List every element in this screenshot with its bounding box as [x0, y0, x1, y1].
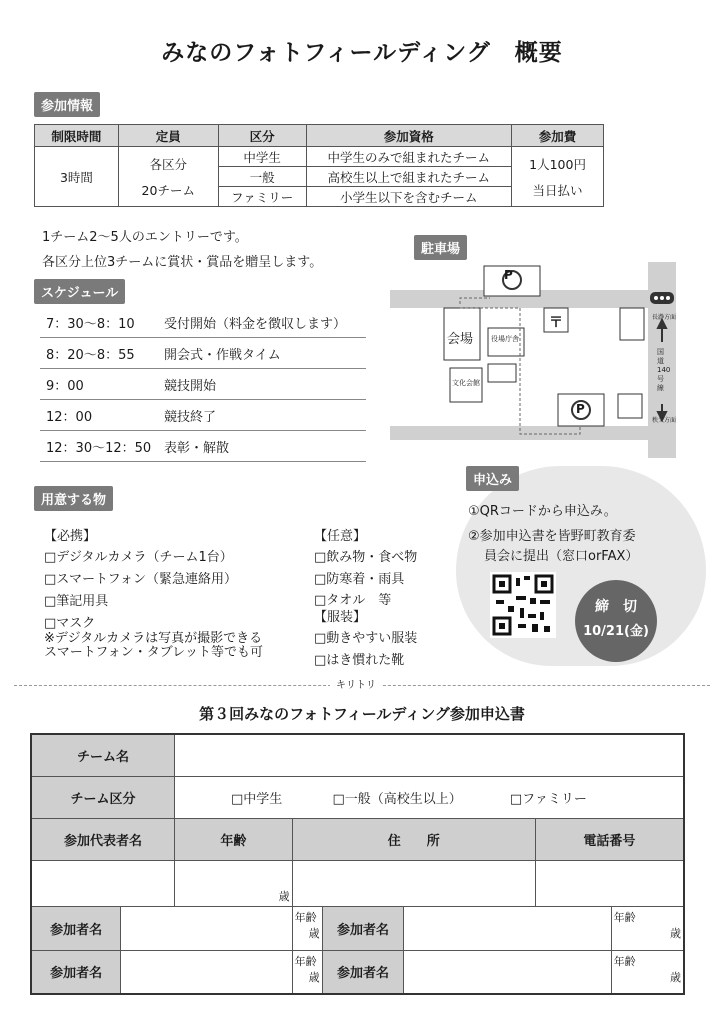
category-general-checkbox[interactable]: □一般（高校生以上）: [332, 791, 462, 807]
capacity-value: 各区分 20チーム: [118, 147, 218, 207]
schedule-row: 12：00 競技終了: [40, 401, 366, 431]
header-fee: 参加費: [512, 125, 604, 147]
direction-bottom: 秩父方面: [652, 417, 677, 424]
rep-name-field[interactable]: [31, 860, 175, 906]
section-schedule-label: スケジュール: [34, 279, 125, 304]
required-note: スマートフォン・タブレット等でも可: [44, 645, 264, 660]
participant-age-field[interactable]: 年齢 歳: [292, 950, 322, 994]
parking-map: [390, 258, 685, 458]
optional-item: □タオル 等: [314, 593, 392, 608]
category-cell: 一般: [218, 167, 306, 187]
parking-icon: P: [504, 268, 513, 282]
apply-line: 員会に提出（窓口orFAX）: [484, 549, 639, 564]
required-item: □スマートフォン（緊急連絡用）: [44, 572, 237, 587]
time-value: 3時間: [35, 147, 119, 207]
address-field[interactable]: [292, 860, 535, 906]
fee-value: 1人100円 当日払い: [512, 147, 604, 207]
note-line: 各区分上位3チームに賞状・賞品を贈呈します。: [42, 255, 323, 270]
participant-age-field[interactable]: 年齢 歳: [611, 906, 684, 950]
team-category-label: チーム区分: [31, 776, 175, 818]
clothes-item: □動きやすい服装: [314, 631, 418, 646]
optional-item: □飲み物・食べ物: [314, 550, 418, 565]
venue-label: 会場: [447, 332, 474, 347]
participant-name-field[interactable]: [121, 950, 292, 994]
section-parking-label: 駐車場: [414, 235, 467, 260]
required-item: □デジタルカメラ（チーム1台）: [44, 550, 233, 565]
participant-age-field[interactable]: 年齢 歳: [611, 950, 684, 994]
category-cell: 中学生: [218, 147, 306, 167]
optional-header: 【任意】: [314, 529, 367, 544]
participant-age-field[interactable]: 年齢 歳: [292, 906, 322, 950]
required-item: □マスク: [44, 616, 96, 631]
required-item: □筆記用具: [44, 594, 109, 609]
qualification-cell: 高校生以上で組まれたチーム: [306, 167, 512, 187]
rep-name-label: 参加代表者名: [31, 818, 175, 860]
participant-name-field[interactable]: [404, 950, 611, 994]
section-apply-label: 申込み: [466, 466, 519, 491]
header-category: 区分: [218, 125, 306, 147]
qr-code-icon[interactable]: [490, 572, 556, 638]
apply-line: ①QRコードから申込み。: [468, 504, 617, 519]
direction-top: 長瀞方面: [652, 314, 677, 321]
section-info-label: 参加情報: [34, 92, 100, 117]
page-title: みなのフォトフィールディング 概要: [161, 40, 563, 66]
schedule-row: 8：20～8：55 開会式・作戦タイム: [40, 339, 366, 369]
rep-age-label: 年齢: [175, 818, 293, 860]
note-line: 1チーム2～5人のエントリーです。: [42, 230, 248, 245]
section-items-label: 用意する物: [34, 486, 113, 511]
optional-item: □防寒着・雨具: [314, 572, 405, 587]
header-qualification: 参加資格: [306, 125, 512, 147]
parking-icon: P: [576, 402, 585, 416]
participant-name-field[interactable]: [121, 906, 292, 950]
participant-label: 参加者名: [322, 906, 404, 950]
office-label: 役場庁舎: [491, 335, 519, 343]
category-junior-checkbox[interactable]: □中学生: [231, 791, 283, 807]
qualification-cell: 小学生以下を含むチーム: [306, 187, 512, 207]
header-time: 制限時間: [35, 125, 119, 147]
category-cell: ファミリー: [218, 187, 306, 207]
team-category-options: [175, 776, 684, 818]
required-note: ※デジタルカメラは写真が撮影できる: [44, 631, 263, 646]
participant-label: 参加者名: [322, 950, 404, 994]
form-title: 第３回みなのフォトフィールディング参加申込書: [199, 705, 525, 723]
info-table: [34, 124, 604, 207]
participant-label: 参加者名: [31, 950, 121, 994]
road-label: 国道140号線: [657, 348, 671, 392]
participant-label: 参加者名: [31, 906, 121, 950]
cut-label: キリトリ: [330, 676, 382, 691]
culture-hall-label: 文化会館: [452, 379, 480, 387]
header-capacity: 定員: [118, 125, 218, 147]
application-form: [30, 733, 685, 995]
rep-age-field[interactable]: 歳: [175, 860, 293, 906]
deadline-badge: 締 切 10/21(金): [575, 580, 657, 662]
clothes-header: 【服装】: [314, 610, 367, 625]
qualification-cell: 中学生のみで組まれたチーム: [306, 147, 512, 167]
team-name-label: チーム名: [31, 734, 175, 776]
schedule-row: 9：00 競技開始: [40, 370, 366, 400]
category-family-checkbox[interactable]: □ファミリー: [509, 791, 587, 807]
post-office-icon: 〒: [549, 315, 563, 331]
schedule-row: 12：30～12：50 表彰・解散: [40, 432, 366, 462]
apply-line: ②参加申込書を皆野町教育委: [468, 529, 636, 544]
schedule-row: 7：30～8：10 受付開始（料金を徴収します）: [40, 308, 366, 338]
participant-name-field[interactable]: [404, 906, 611, 950]
phone-label: 電話番号: [535, 818, 684, 860]
address-label: 住 所: [292, 818, 535, 860]
clothes-item: □はき慣れた靴: [314, 653, 405, 668]
phone-field[interactable]: [535, 860, 684, 906]
team-name-field[interactable]: [175, 734, 684, 776]
required-header: 【必携】: [44, 529, 97, 544]
